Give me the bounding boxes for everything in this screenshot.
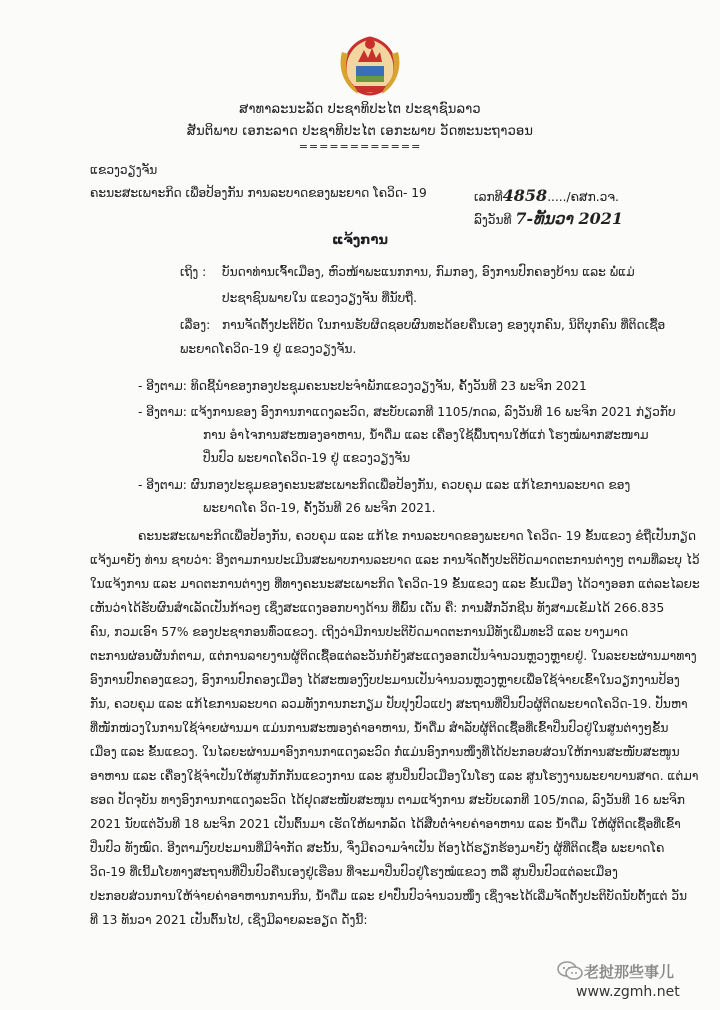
doc-number (474, 186, 619, 205)
body-line-15: ວິດ-19 ທີ່ເນີ້ມໂຍທາງສະຖານທີ່ປິ່ນປົວຄືນເອງຢູ່ເຮືອນ ທີ່ຈະມາປິ່ນປົວຢູ່ໂຮງໝໍແຂວງ ຫລື ສູນປິ່ນປົວແຕ່ລະເມືອງ (90, 865, 618, 879)
reference-3: - ອີງຕາມ: ຜົນກອງປະຊຸມຂອງຄະນະສະເພາະກິດເພື່ອປ້ອງກັນ, ຄວບຄຸມ ແລະ ແກ້ໄຂການລະບາດ ຂອງ (138, 478, 631, 492)
body-line-3: ໃນແຈ້ງການ ແລະ ມາດຕະການຕ່າງໆ ທີ່ທາງຄະນະສະເພາະກິດ ໂຄວິດ-19 ຂັ້ນແຂວງ ແລະ ຂັ້ນເມືອງ ໄດ້ວາງອອກ ແຕ່ລະໄລຍະ (90, 577, 700, 591)
body-line-13: 2021 ນັບແຕ່ວັນທີ 18 ພະຈິກ 2021 ເປັນຕົ້ນມາ ເຮັດໃຫ້ພາກລັດ ໄດ້ສືບຕໍ່ຈ່າຍຄ່າອາຫານ ແລະ ນ້ຳດື່ມ ໃຫ້ຜູ້ຕິດເຊື້ອທີ່ເຂົ້າ (90, 817, 681, 831)
lao-state-emblem-icon (336, 32, 404, 98)
doc-date-value: 7-ທັນວາ 2021 (515, 209, 624, 228)
header-line-2: ສັນຕິພາບ ເອກະລາດ ປະຊາທິປະໄຕ ເອກະພາບ ວັດທະນະຖາວອນ (186, 124, 534, 139)
body-line-11: ອາຫານ ແລະ ເຄື່ອງໃຊ້ຈຳເປັນໃຫ້ສູນກັກກັນແຂວງການ ແລະ ສູນປິ່ນປົວເມືອງໃນໂຮງ ແລະ ສູນໂຮງງານພະຍາບານສາດ. ແຕ່ມາ (90, 769, 699, 783)
committee-name: ຄະນະສະເພາະກິດ ເພື່ອປ້ອງກັນ ການລະບາດຂອງພະຍາດ ໂຄວິດ- 19 (90, 186, 427, 200)
reference-3-cont: ພະຍາດໂຄ ວິດ-19, ຄັ້ງວັນທີ 26 ພະຈິກ 2021. (203, 501, 436, 515)
subject-label: ເລື່ອງ: (180, 318, 211, 332)
reference-2-cont-1: ການ ອຳໄຈການສະໜອງອາຫານ, ນ້ຳດື່ມ ແລະ ເຄື່ອງໃຊ້ພື້ນຖານໃຫ້ແກ່ ໂຮງໝໍພາກສະໜາມ (203, 428, 649, 442)
reference-2: - ອີງຕາມ: ແຈ້ງການຂອງ ອົງການກາແດງລະວົດ, ສະບັບເລກທີ 1105/ກດລ, ລົງວັນທີ 16 ພະຈິກ 2021 ກ່ຽວກັບ (138, 405, 676, 419)
doc-date-label: ລົງວັນທີ (474, 213, 512, 227)
watermark-url: www.zgmh.net (576, 984, 680, 1000)
body-line-12: ຮອດ ປັດຈຸບັນ ທາງອົງການກາແດງລະວົດ ໄດ້ຢຸດສະໜັບສະໜູນ ຕາມແຈ້ງການ ສະບັບເລກທີ 105/ກດລ, ລົງວັນທີ 16 ພະຈິກ (90, 793, 685, 807)
reference-1: - ອີງຕາມ: ທິດຊີ້ນຳຂອງກອງປະຊຸມຄະນະປະຈຳພັກແຂວງວຽງຈັນ, ຄັ້ງວັນທີ 23 ພະຈິກ 2021 (138, 379, 587, 393)
doc-number-label: ເລກທີ (474, 190, 503, 204)
body-line-10: ເມືອງ ແລະ ຂັ້ນແຂວງ. ໃນໄລຍະຜ່ານມາອົງການກາແດງລະວົດ ກໍ່ແມ່ນອົງການໜຶ່ງທີ່ໄດ້ປະກອບສ່ວນໃຫ້ການສະໜັບສະໜູນ (90, 745, 680, 759)
subject-line-2: ພະຍາດໂຄວິດ-19 ຢູ່ ແຂວງວຽງຈັນ. (180, 342, 357, 356)
body-line-2: ແຈ້ງມາຍັງ ທ່ານ ຊາບວ່າ: ອີງຕາມການປະເມີນສະພາບການລະບາດ ແລະ ການຈັດຕັ້ງປະຕິບັດມາດຕະການຕ່າງໆ ຕາມທີ່ລະບຸ ໄວ້ (90, 553, 700, 567)
body-line-16: ປະກອບສ່ວນການໃຫ້ຈ່າຍຄ່າອາຫານການກິນ, ນ້ຳດື່ມ ແລະ ຢາປົ່ນປົວຈຳນວນໜຶ່ງ ເຊິ່ງຈະໄດ້ເລີ່ມຈັດຕັ້ງປະຕິບັດນັບຕັ້ງແຕ່ ວັນ (90, 889, 688, 903)
body-line-8: ກັນ, ຄວບຄຸມ ແລະ ແກ້ໄຂການລະບາດ ລວມທັງການກະກຽມ ປັບປຸງປົວແປງ ສະຖານທີ່ປິ່ນປົວຜູ້ຕິດພະຍາດໂຄວິດ-19. ປັນຫາ (90, 697, 688, 711)
body-line-17: ທີ 13 ທັນວາ 2021 ເປັນຕົ້ນໄປ, ເຊິ່ງມີລາຍລະອຽດ ດັ່ງນີ້: (90, 913, 368, 927)
doc-date (474, 209, 623, 228)
subject-line-1: ການຈັດຕັ້ງປະຕິບັດ ໃນການຮັບຜິດຊອບຜົນທະດ້ອຍຄືນເອງ ຂອງບຸກຄົນ, ນິຕິບຸກຄົນ ທີ່ຕິດເຊື້ອ (222, 318, 666, 332)
province-name: ແຂວງວຽງຈັນ (90, 163, 158, 177)
body-line-14: ປິ່ນປົວ ທັງໝົດ. ອີງຕາມງົບປະມານທີ່ມີຈຳກັດ ສະນັ້ນ, ຈຶ່ງມີຄວາມຈຳເປັນ ຕ້ອງໄດ້ຮຽກຮ້ອງມາຍັງ ຜູ້ທີ່ຕິດເຊື້ອ ພະຍາດໂຄ (90, 841, 665, 855)
recipient-line-2: ປະຊາຊົນພາຍໃນ ແຂວງວຽງຈັນ ທີ່ນັບຖື. (222, 291, 417, 305)
header-separator: ============ (298, 140, 422, 153)
recipient-label: ເຖິງ : (180, 265, 207, 279)
doc-number-suffix: ...../ຄສກ.ວຈ. (547, 190, 619, 204)
body-line-6: ຕະການຜ່ອນຜັນກໍຕາມ, ແຕ່ການລາຍງານຜູ້ຕິດເຊື້ອແຕ່ລະວັນກໍຍັງສະແດງອອກເປັນຈຳນວນຫຼວງຫຼາຍຢູ່. ໃນລະຍະຜ່ານມາທາງ (90, 649, 697, 663)
recipient-line-1: ບັນດາທ່ານເຈົ້າເມືອງ, ຫົວໜ້າພະແນກການ, ກົມກອງ, ອົງການປົກຄອງບ້ານ ແລະ ພໍ່ແມ່ (222, 265, 635, 279)
wechat-icon (556, 960, 584, 982)
document-title: ແຈ້ງການ (332, 233, 388, 248)
header-line-1: ສາທາລະນະລັດ ປະຊາທິປະໄຕ ປະຊາຊົນລາວ (239, 102, 481, 117)
body-line-5: ຄົນ, ກວມເອົາ 57% ຂອງປະຊາກອນທົ່ວແຂວງ. ເຖິງວ່າມີການປະຕິບັດມາດຕະການມີທັງເພີ່ມທະວີ ແລະ ບາງມາດ (90, 625, 629, 639)
body-line-4: ເຫັນວ່າໄດ້ຮັບຜົນສຳເລັດເປັນກ້າວໆ ເຊິ່ງສະແດງອອກບາງດ້ານ ທີ່ພົ້ນ ເດັ່ນ ຄື: ການສັກວັກຊີນ ທັງສາມເຂັມໄດ້ 266.835 (90, 601, 665, 615)
doc-number-value: 4858 (502, 186, 548, 205)
body-line-1: ຄະນະສະເພາະກິດເພື່ອປ້ອງກັນ, ຄວບຄຸມ ແລະ ແກ້ໄຂ ການລະບາດຂອງພະຍາດ ໂຄວິດ- 19 ຂັ້ນແຂວງ ຂໍຖືເປັນກຽດ (138, 529, 697, 543)
watermark-label: 老挝那些事儿 (584, 963, 675, 981)
body-line-7: ອົງການປົກຄອງແຂວງ, ອົງການປົກຄອງເມືອງ ໄດ້ສະໜອງງົບປະມານເປັນຈຳນວນຫຼວງຫຼາຍເພື່ອໃຊ້ຈ່າຍເຂົ້າໃນວຽກງານປ້ອງ (90, 673, 680, 687)
reference-2-cont-2: ປິ່ນປົວ ພະຍາດໂຄວິດ-19 ຢູ່ ແຂວງວຽງຈັນ (203, 451, 411, 465)
body-line-9: ທີ່ໜັກໜ່ວງໃນການໃຊ້ຈ່າຍຜ່ານມາ ແມ່ນການສະໜອງຄ່າອາຫານ, ນ້ຳດື່ມ ສຳລັບຜູ້ຕິດເຊື້ອທີ່ເຂົ້າປິ່ນປົວຢູ່ໃນສູນຕ່າງໆຂັ້ນ (90, 721, 669, 735)
